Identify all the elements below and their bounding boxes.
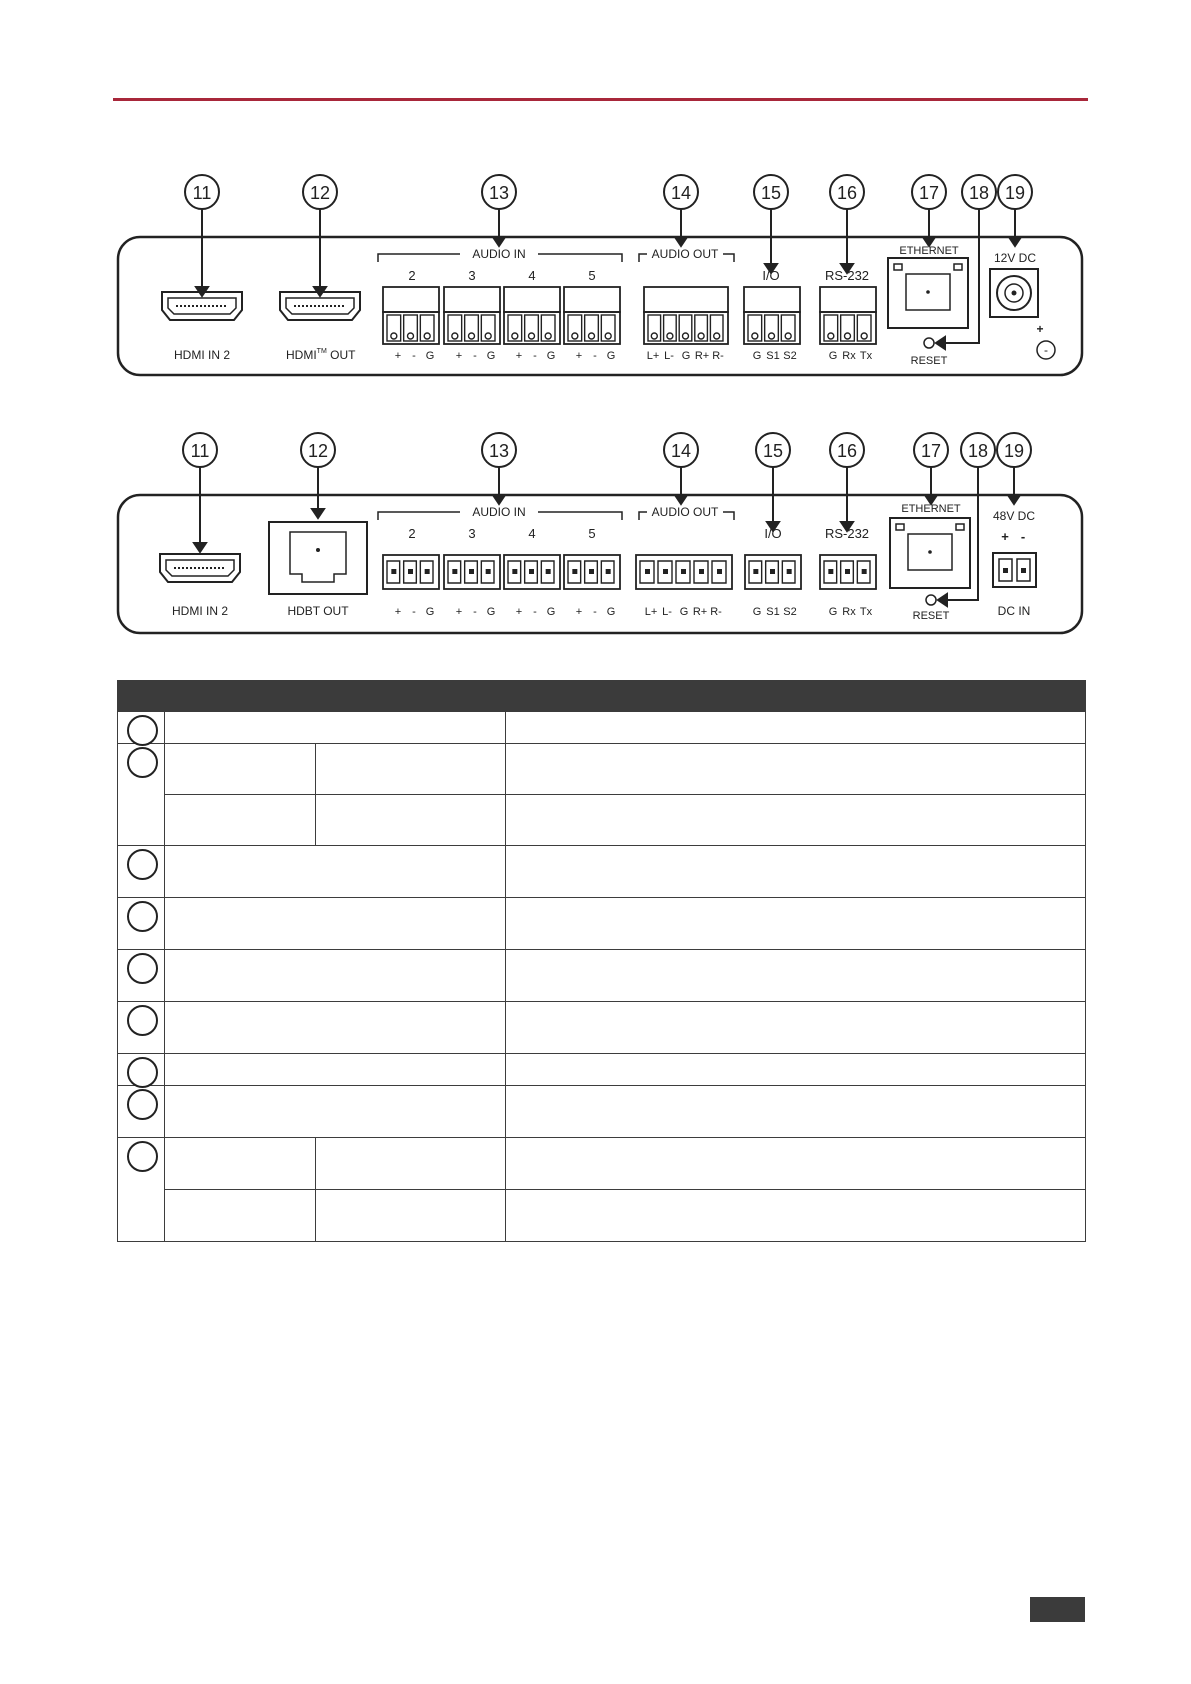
svg-text:18: 18 xyxy=(968,183,990,203)
svg-text:R-: R- xyxy=(710,606,722,618)
table-row xyxy=(118,712,1086,744)
callout-14 xyxy=(664,433,698,467)
audio-in-channel-3: 3 xyxy=(468,526,476,541)
table-header-cell xyxy=(506,681,1086,712)
table-row xyxy=(118,1054,1086,1086)
svg-text:+: + xyxy=(575,606,583,618)
table-cell xyxy=(316,795,506,846)
header-rule xyxy=(113,98,1088,101)
reset-label: RESET xyxy=(910,355,948,367)
row-number-badge xyxy=(127,1057,158,1088)
rear-panel-diagram-bottom xyxy=(110,428,1090,638)
table-header-row xyxy=(118,681,1086,712)
row-number-badge xyxy=(127,1089,158,1120)
svg-text:15: 15 xyxy=(762,441,784,461)
row-number-cell xyxy=(118,1138,165,1242)
callout-19 xyxy=(997,433,1031,467)
svg-text:18: 18 xyxy=(967,441,989,461)
svg-text:+: + xyxy=(1036,322,1044,336)
audio-in-label: AUDIO IN xyxy=(472,505,526,519)
table-cell xyxy=(506,1054,1086,1086)
svg-text:-: - xyxy=(473,606,477,618)
table-cell xyxy=(165,744,316,795)
hdbt-out-port xyxy=(269,522,367,594)
hdmi-out-label: HDMI™ OUT xyxy=(286,348,356,362)
row-number-cell xyxy=(118,950,165,1002)
callout-11 xyxy=(185,175,219,209)
power-label: 12V DC xyxy=(993,251,1037,265)
svg-text:G: G xyxy=(486,350,496,362)
table-cell xyxy=(165,1138,316,1190)
row-number-badge xyxy=(127,715,158,746)
svg-text:G: G xyxy=(752,350,762,362)
svg-text:Rx: Rx xyxy=(842,606,856,618)
svg-text:L+: L+ xyxy=(646,350,660,362)
audio-in-channel-3: 3 xyxy=(468,268,476,283)
audio-out-label: AUDIO OUT xyxy=(651,505,719,519)
audio-in-label: AUDIO IN xyxy=(472,247,526,261)
svg-text:16: 16 xyxy=(836,441,858,461)
svg-text:19: 19 xyxy=(1003,441,1025,461)
terminal-block-audio-in-5 xyxy=(564,555,620,589)
row-number-cell xyxy=(118,846,165,898)
row-number-badge xyxy=(127,1005,158,1036)
table-cell xyxy=(165,1190,316,1242)
ethernet-label: ETHERNET xyxy=(901,503,961,515)
row-number-badge xyxy=(127,747,158,778)
audio-in-channel-5: 5 xyxy=(588,268,596,283)
audio-in-channel-2: 2 xyxy=(408,526,416,541)
svg-text:12: 12 xyxy=(309,183,331,203)
row-number-cell xyxy=(118,898,165,950)
callout-14 xyxy=(664,175,698,209)
callout-arrows xyxy=(194,467,1020,606)
row-number-cell xyxy=(118,1002,165,1054)
svg-text:G: G xyxy=(828,350,838,362)
svg-text:14: 14 xyxy=(670,183,692,203)
table-row xyxy=(118,1002,1086,1054)
table-cell xyxy=(506,950,1086,1002)
rs232-label: RS-232 xyxy=(824,526,870,541)
table-cell xyxy=(506,795,1086,846)
svg-text:G: G xyxy=(546,350,556,362)
svg-text:-: - xyxy=(473,350,477,362)
callout-17 xyxy=(912,175,946,209)
svg-text:11: 11 xyxy=(192,183,212,203)
svg-text:11: 11 xyxy=(190,441,210,461)
svg-text:G: G xyxy=(828,606,838,618)
svg-text:+: + xyxy=(394,606,402,618)
svg-text:+: + xyxy=(575,350,583,362)
terminal-block-audio-in-4 xyxy=(504,555,560,589)
audio-out-label: AUDIO OUT xyxy=(651,247,719,261)
callout-18 xyxy=(961,433,995,467)
svg-text:19: 19 xyxy=(1004,183,1026,203)
audio-in-channel-4: 4 xyxy=(528,526,536,541)
rear-panel-diagram-top xyxy=(110,170,1090,380)
io-label: I/O xyxy=(764,526,782,541)
ethernet-port xyxy=(890,518,970,588)
row-number-badge xyxy=(127,953,158,984)
ethernet-label: ETHERNET xyxy=(899,245,959,257)
table-cell xyxy=(165,795,316,846)
row-number-cell xyxy=(118,1086,165,1138)
table-cell xyxy=(165,712,506,744)
svg-text:G: G xyxy=(425,606,435,618)
terminal-block-io xyxy=(745,555,801,589)
table-row xyxy=(118,744,1086,795)
svg-text:12: 12 xyxy=(307,441,329,461)
io-pin-labels xyxy=(753,350,797,362)
hdmi-in-2-port xyxy=(160,554,240,582)
terminal-block-audio-in-2 xyxy=(383,555,439,589)
svg-text:G: G xyxy=(679,606,689,618)
connector-table xyxy=(117,680,1086,1242)
svg-text:+: + xyxy=(515,350,523,362)
callout-12 xyxy=(301,433,335,467)
audio-out-pin-labels xyxy=(647,350,724,362)
callout-13 xyxy=(482,175,516,209)
svg-text:-: - xyxy=(412,606,416,618)
callout-17 xyxy=(914,433,948,467)
svg-text:14: 14 xyxy=(670,441,692,461)
table-row xyxy=(118,1086,1086,1138)
rs232-pin-labels xyxy=(829,350,873,362)
table-cell xyxy=(165,846,506,898)
table-cell xyxy=(165,1054,506,1086)
reset-button xyxy=(924,338,934,348)
svg-text:G: G xyxy=(606,350,616,362)
svg-text:17: 17 xyxy=(920,441,942,461)
audio-in-channel-2: 2 xyxy=(408,268,416,283)
table-cell xyxy=(506,712,1086,744)
svg-text:+: + xyxy=(394,350,402,362)
table-cell xyxy=(316,744,506,795)
svg-text:Tx: Tx xyxy=(859,606,873,618)
svg-text:17: 17 xyxy=(918,183,940,203)
terminal-block-audio-in-3 xyxy=(444,555,500,589)
terminal-block-rs232 xyxy=(820,287,876,344)
svg-text:G: G xyxy=(752,606,762,618)
table-cell xyxy=(506,1002,1086,1054)
svg-text:R-: R- xyxy=(712,350,724,362)
table-cell xyxy=(506,744,1086,795)
dc-in-label: DC IN xyxy=(997,604,1031,618)
table-row xyxy=(118,795,1086,846)
hdmi-in-label: HDMI IN 2 xyxy=(171,604,229,618)
table-row xyxy=(118,1190,1086,1242)
terminal-block-audio-out xyxy=(636,555,732,589)
svg-text:Tx: Tx xyxy=(859,350,873,362)
dc-polarity-icon xyxy=(1036,322,1055,359)
svg-text:S1: S1 xyxy=(766,350,780,362)
svg-text:G: G xyxy=(546,606,556,618)
ethernet-port xyxy=(888,258,968,328)
dc-plus-label: + xyxy=(1001,529,1009,544)
table-cell xyxy=(165,1002,506,1054)
power-label: 48V DC xyxy=(992,509,1036,523)
row-number-cell xyxy=(118,712,165,744)
callout-16 xyxy=(830,433,864,467)
audio-in-channel-5: 5 xyxy=(588,526,596,541)
terminal-block-io xyxy=(744,287,800,344)
table-cell xyxy=(506,846,1086,898)
page-number-tab xyxy=(1030,1597,1085,1622)
hdbt-out-label: HDBT OUT xyxy=(287,604,349,618)
table-cell xyxy=(506,1190,1086,1242)
hdmi-in-label: HDMI IN 2 xyxy=(173,348,231,362)
dc-power-jack xyxy=(990,269,1038,317)
rs232-label: RS-232 xyxy=(824,268,870,283)
svg-text:16: 16 xyxy=(836,183,858,203)
svg-text:L+: L+ xyxy=(644,606,658,618)
terminal-block-rs232 xyxy=(820,555,876,589)
svg-text:L-: L- xyxy=(662,606,672,618)
svg-text:S1: S1 xyxy=(766,606,780,618)
callout-15 xyxy=(754,175,788,209)
svg-text:G: G xyxy=(681,350,691,362)
svg-text:S2: S2 xyxy=(783,606,797,618)
table-cell xyxy=(506,898,1086,950)
svg-text:15: 15 xyxy=(760,183,782,203)
svg-text:13: 13 xyxy=(488,183,510,203)
callout-19 xyxy=(998,175,1032,209)
table-cell xyxy=(316,1138,506,1190)
svg-text:-: - xyxy=(593,606,597,618)
reset-button xyxy=(926,595,936,605)
terminal-block-audio-in-2 xyxy=(383,287,439,344)
svg-text:-: - xyxy=(533,606,537,618)
audio-in-pin-labels xyxy=(395,606,616,618)
svg-text:R+: R+ xyxy=(692,606,708,618)
audio-in-pin-labels xyxy=(395,350,616,362)
svg-text:G: G xyxy=(486,606,496,618)
table-row xyxy=(118,846,1086,898)
callout-12 xyxy=(303,175,337,209)
audio-in-channel-4: 4 xyxy=(528,268,536,283)
row-number-badge xyxy=(127,901,158,932)
row-number-cell xyxy=(118,744,165,846)
svg-text:13: 13 xyxy=(488,441,510,461)
table-cell xyxy=(165,950,506,1002)
terminal-block-audio-in-3 xyxy=(444,287,500,344)
table-row xyxy=(118,898,1086,950)
callout-15 xyxy=(756,433,790,467)
table-header-cell xyxy=(118,681,165,712)
svg-text:+: + xyxy=(515,606,523,618)
svg-text:+: + xyxy=(455,350,463,362)
terminal-block-audio-in-5 xyxy=(564,287,620,344)
table-cell xyxy=(506,1138,1086,1190)
dc-in-terminal xyxy=(993,553,1036,587)
callout-18 xyxy=(962,175,996,209)
terminal-block-audio-out xyxy=(644,287,728,344)
io-label: I/O xyxy=(762,268,780,283)
table-row xyxy=(118,950,1086,1002)
svg-text:L-: L- xyxy=(664,350,674,362)
table-cell xyxy=(165,898,506,950)
io-pin-labels xyxy=(753,606,797,618)
table-row xyxy=(118,1138,1086,1190)
svg-text:-: - xyxy=(412,350,416,362)
svg-text:-: - xyxy=(533,350,537,362)
terminal-block-audio-in-4 xyxy=(504,287,560,344)
row-number-badge xyxy=(127,849,158,880)
callout-13 xyxy=(482,433,516,467)
table-cell xyxy=(165,1086,506,1138)
table-cell xyxy=(316,1190,506,1242)
table-header-cell xyxy=(165,681,506,712)
table-cell xyxy=(506,1086,1086,1138)
reset-label: RESET xyxy=(912,610,950,622)
audio-out-pin-labels xyxy=(645,606,722,618)
callout-16 xyxy=(830,175,864,209)
svg-text:G: G xyxy=(606,606,616,618)
svg-text:Rx: Rx xyxy=(842,350,856,362)
row-number-cell xyxy=(118,1054,165,1086)
svg-text:-: - xyxy=(1044,343,1048,357)
svg-text:+: + xyxy=(455,606,463,618)
svg-text:-: - xyxy=(593,350,597,362)
rs232-pin-labels xyxy=(829,606,873,618)
svg-text:G: G xyxy=(425,350,435,362)
dc-minus-label: - xyxy=(1020,529,1026,544)
callout-11 xyxy=(183,433,217,467)
row-number-badge xyxy=(127,1141,158,1172)
svg-text:R+: R+ xyxy=(694,350,710,362)
svg-text:S2: S2 xyxy=(783,350,797,362)
